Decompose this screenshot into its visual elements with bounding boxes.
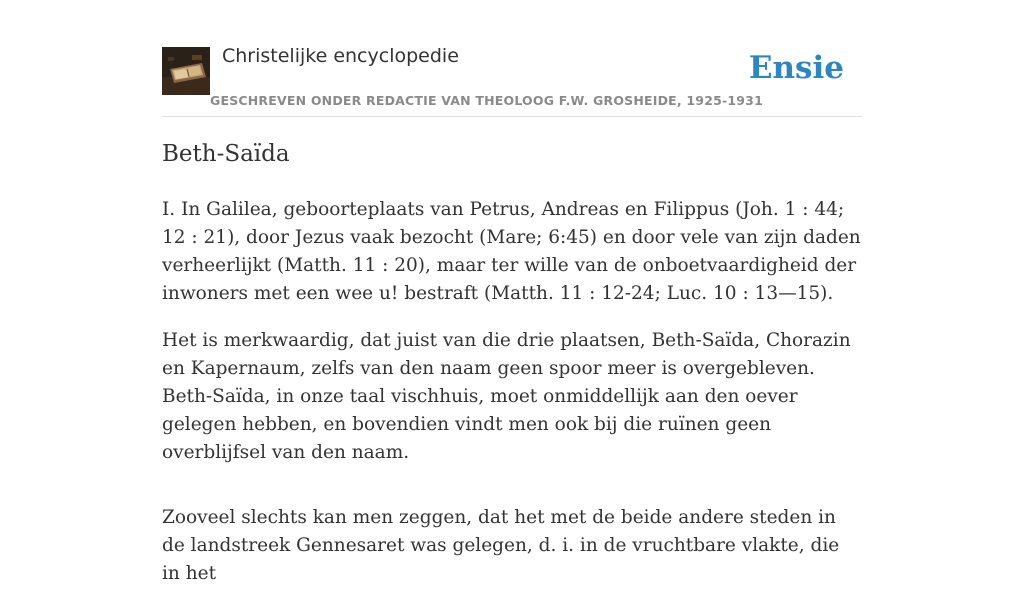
article-paragraph: Zooveel slechts kan men zeggen, dat het met de beide andere steden in de landstreek Gennesaret was gelegen, d. i. in de vruchtbare vlakte, die in het	[162, 507, 840, 584]
site-subtitle: GESCHREVEN ONDER REDACTIE VAN THEOLOOG F.W. GROSHEIDE, 1925-1931	[210, 93, 763, 108]
site-header	[162, 0, 862, 117]
article-paragraph: Het is merkwaardig, dat juist van die drie plaatsen, Beth-Saïda, Chorazin en Kapernaum, zelfs van den naam geen spoor meer is overgebleven. Beth-Saïda, in onze taal vischhuis, moet onmiddellijk aan den oever gelegen hebben, en bovendien vindt men ook bij die ruïnen geen overblijfsel van den naam.	[162, 330, 851, 463]
book-avatar-icon[interactable]	[162, 47, 210, 95]
article	[162, 138, 862, 607]
site-title[interactable]: Christelijke encyclopedie	[222, 45, 459, 67]
ensie-logo-link[interactable]: Ensie	[748, 50, 844, 86]
article-title: Beth-Saïda	[162, 141, 290, 167]
article-paragraph: I. In Galilea, geboorteplaats van Petrus, Andreas en Filippus (Joh. 1 : 44; 12 : 21), door Jezus vaak bezocht (Mare; 6:45) en door vele van zijn daden verheerlijkt (Matth. 11 : 20), maar ter wille van de onboetvaardigheid der inwoners met een wee u! bestraft (Matth. 11 : 12-24; Luc. 10 : 13—15).	[162, 199, 861, 304]
book-image	[162, 47, 210, 95]
